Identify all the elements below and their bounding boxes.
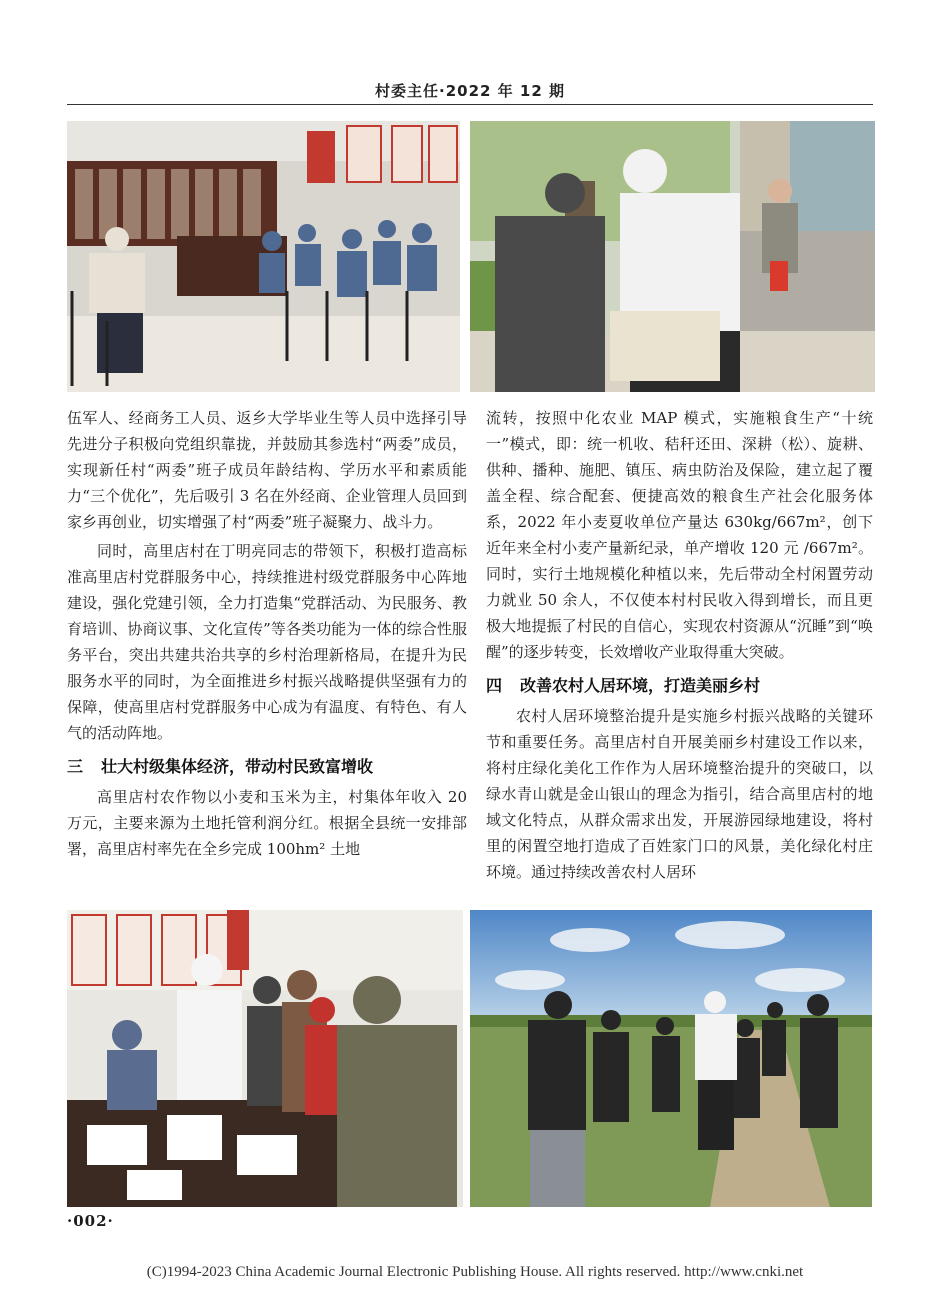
photo-signing-documents <box>67 910 463 1207</box>
section-number-3: 三 <box>67 757 84 776</box>
left-paragraph-3: 高里店村农作物以小麦和玉米为主，村集体年收入 20 万元，主要来源为土地托管利润分红。根据全县统一安排部署，高里店村率先在全乡完成 100hm² 土地 <box>67 788 467 858</box>
copyright-notice: (C)1994-2023 China Academic Journal Electronic Publishing House. All rights reserved. http://www.cnki.net <box>146 1264 804 1280</box>
section-title-3: 壮大村级集体经济，带动村民致富增收 <box>101 757 374 776</box>
photo-badge-pinning <box>470 121 875 392</box>
header-rule <box>67 104 873 105</box>
left-paragraph-2: 同时，高里店村在丁明亮同志的带领下，积极打造高标准高里店村党群服务中心，持续推进村级党群服务中心阵地建设，强化党建引领，全力打造集“党群活动、为民服务、教育培训、协商议事、文化宣传”等各类功能为一体的综合性服务平台，突出共建共治共享的乡村治理新格局，在提升为民服务水平的同时，为全面推进乡村振兴战略提供坚强有力的保障，使高里店村党群服务中心成为有温度、有特色、有人气的活动阵地。 <box>67 542 467 742</box>
left-paragraph-1: 伍军人、经商务工人员、返乡大学毕业生等人员中选择引导先进分子积极向党组织靠拢，并鼓励其参选村“两委”成员，实现新任村“两委”班子成员年龄结构、学历水平和素质能力“三个优化”，先后吸引 3 名在外经商、企业管理人员回到家乡再创业，切实增强了村“两委”班子凝聚力、战斗力。 <box>67 409 467 531</box>
right-paragraph-1: 流转，按照中化农业 MAP 模式，实施粮食生产“十统一”模式，即：统一机收、秸秆还田、深耕（松）、旋耕、供种、播种、施肥、镇压、病虫防治及保险，建立起了覆盖全程、综合配套、便捷高效的粮食生产社会化服务体系，2022 年小麦夏收单位产量达 630kg/667m²，创下近年来全村小麦产量新纪录，单产增收 120 元 /667m²。同时，实行土地规模化种植以来，先后带动全村闲置劳动力就业 50 余人，不仅使本村村民收入得到增长，而且更极大地提振了村民的自信心，实现农村资源从“沉睡”到“唤醒”的逐步转变，长效增收产业取得重大突破。 <box>486 409 873 661</box>
section-title-4: 改善农村人居环境，打造美丽乡村 <box>520 676 761 695</box>
journal-header: 村委主任·2022 年 12 期 <box>375 82 565 100</box>
section-heading-3 <box>67 754 467 780</box>
section-heading-4 <box>486 673 873 699</box>
right-paragraph-2: 农村人居环境整治提升是实施乡村振兴战略的关键环节和重要任务。高里店村自开展美丽乡村建设工作以来，将村庄绿化美化工作作为人居环境整治提升的突破口，以绿水青山就是金山银山的理念为指引，结合高里店村的地域文化特点，从群众需求出发，开展游园绿地建设，将村里的闲置空地打造成了百姓家门口的风景，美化绿化村庄环境。通过持续改善农村人居环 <box>486 707 873 881</box>
photo-field-visit <box>470 910 872 1207</box>
right-text-column <box>486 405 873 885</box>
section-number-4: 四 <box>486 676 503 695</box>
page-number: ·002· <box>67 1212 114 1230</box>
photo-meeting-room <box>67 121 460 392</box>
left-text-column <box>67 405 467 862</box>
